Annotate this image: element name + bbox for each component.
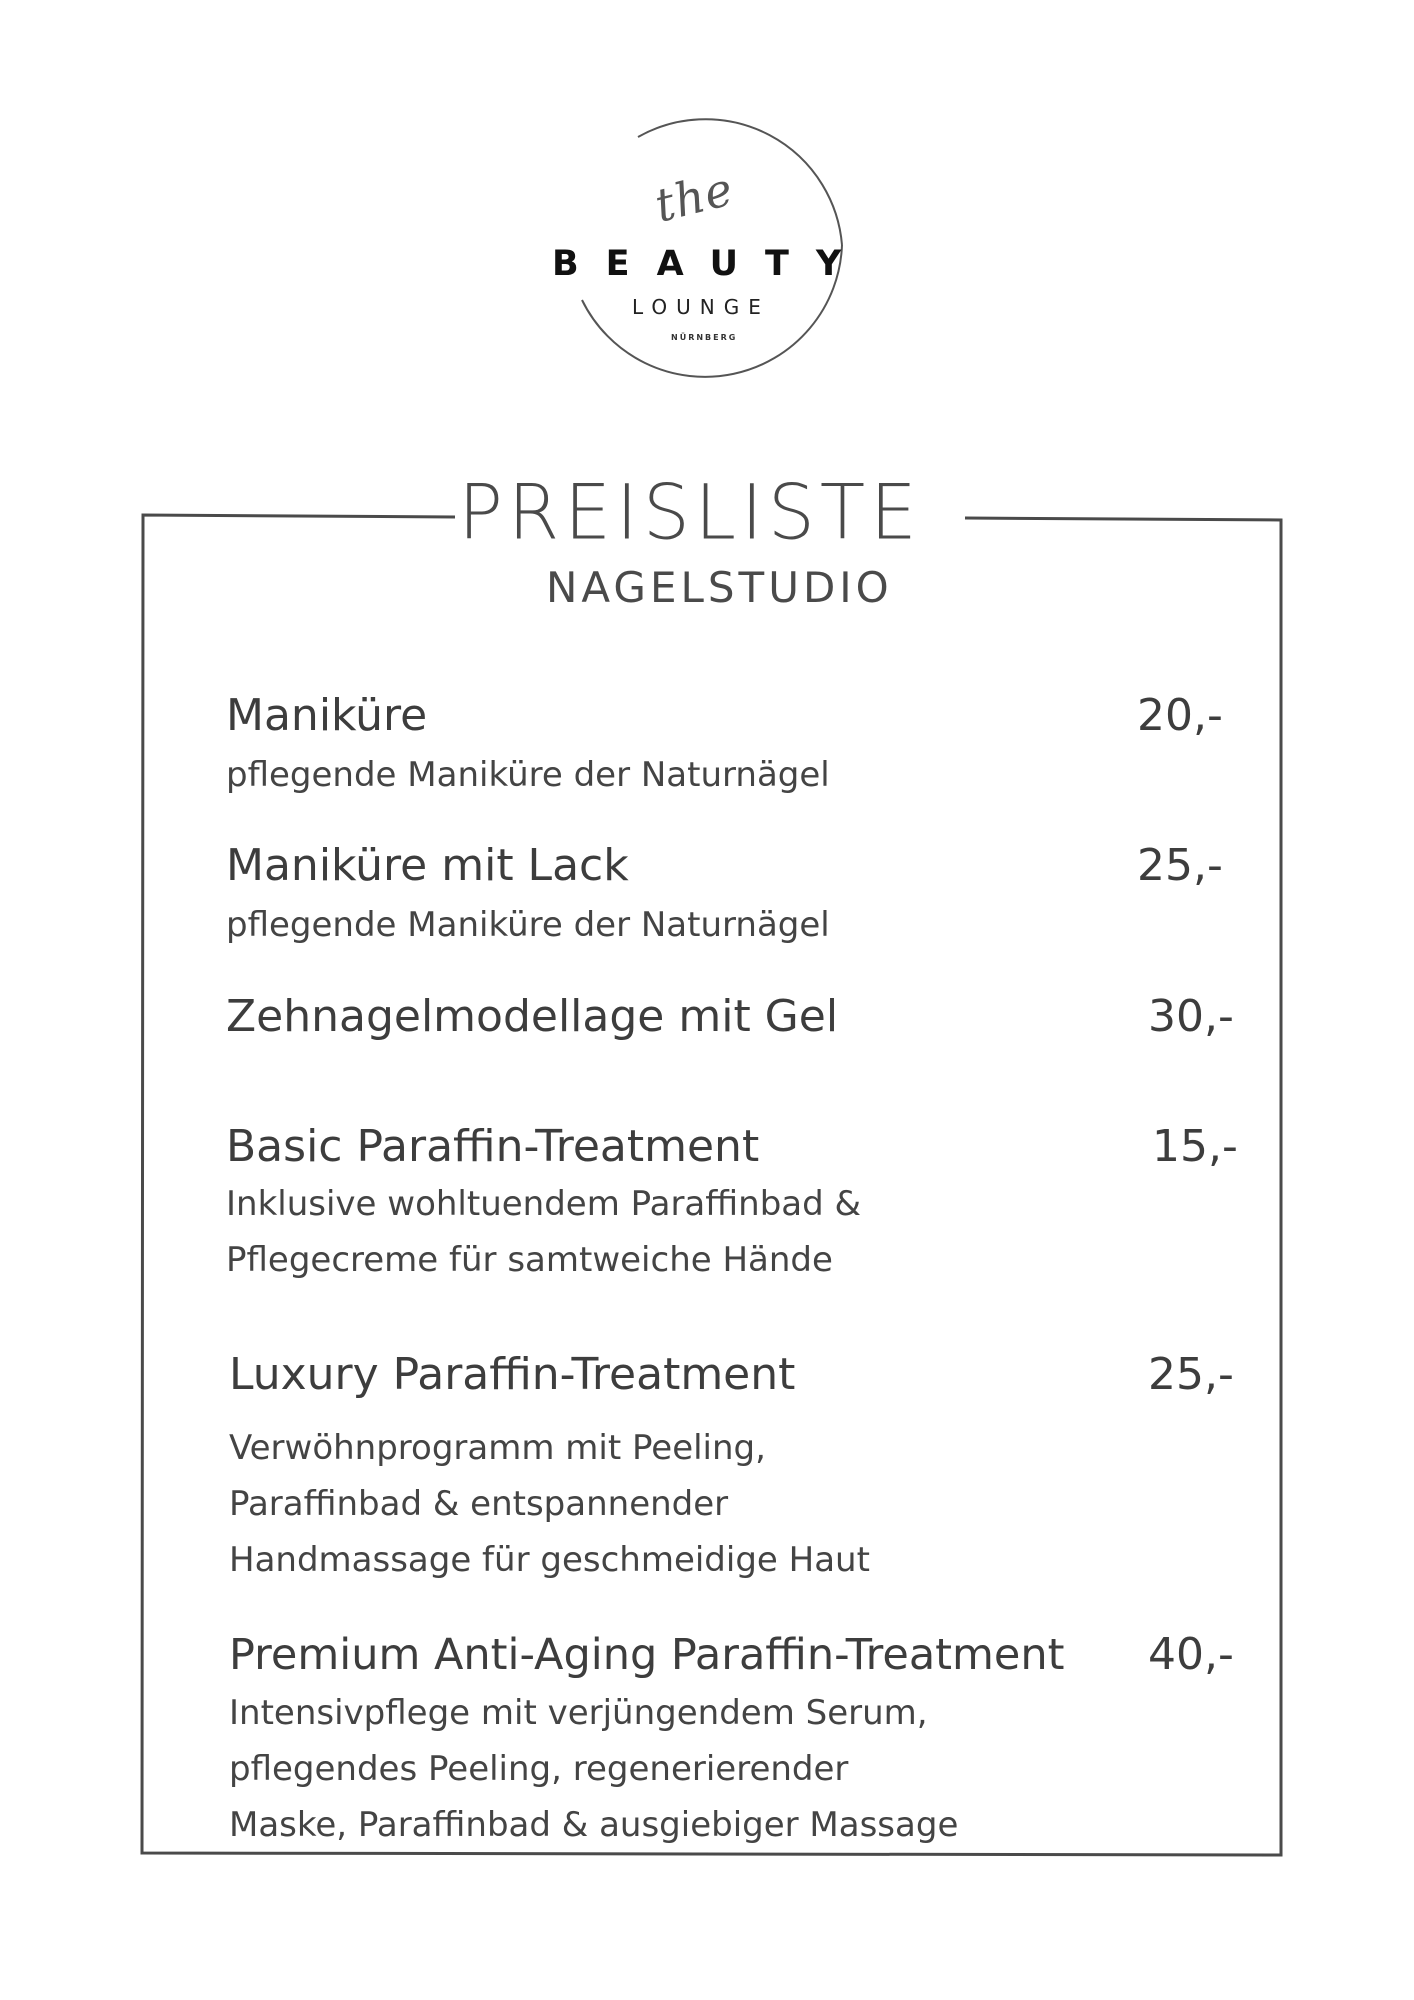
item-description-line: pflegendes Peeling, regenerierender bbox=[229, 1749, 849, 1789]
item-description-line: pflegende Maniküre der Naturnägel bbox=[226, 755, 830, 795]
item-description-line: Intensivpflege mit verjüngendem Serum, bbox=[229, 1693, 928, 1733]
item-description-line: Maske, Paraffinbad & ausgiebiger Massage bbox=[229, 1805, 959, 1845]
item-name: Luxury Paraffin-Treatment bbox=[229, 1349, 796, 1400]
item-name: Maniküre bbox=[226, 690, 428, 741]
logo-city: NÜRNBERG bbox=[671, 333, 738, 342]
item-name: Basic Paraffin-Treatment bbox=[226, 1121, 760, 1172]
item-name: Premium Anti-Aging Paraffin-Treatment bbox=[229, 1630, 1065, 1680]
item-price: 40,- bbox=[1148, 1629, 1234, 1680]
item-description-line: Paraffinbad & entspannender bbox=[229, 1484, 729, 1524]
item-name: Zehnagelmodellage mit Gel bbox=[226, 991, 839, 1042]
item-price: 15,- bbox=[1152, 1121, 1238, 1172]
item-price: 25,- bbox=[1137, 840, 1223, 891]
item-name: Maniküre mit Lack bbox=[226, 840, 629, 891]
page-subtitle: NAGELSTUDIO bbox=[546, 563, 893, 612]
item-price: 20,- bbox=[1137, 690, 1223, 741]
item-description-line: pflegende Maniküre der Naturnägel bbox=[226, 905, 830, 945]
logo-lounge: LOUNGE bbox=[632, 295, 770, 319]
item-price: 30,- bbox=[1148, 991, 1234, 1042]
item-description bbox=[226, 747, 830, 803]
item-description bbox=[226, 897, 830, 953]
item-description bbox=[229, 1685, 958, 1853]
item-description-line: Inklusive wohltuendem Paraffinbad & bbox=[226, 1184, 862, 1224]
item-description-line: Pflegecreme für samtweiche Hände bbox=[226, 1240, 833, 1280]
item-description-line: Handmassage für geschmeidige Haut bbox=[229, 1540, 870, 1580]
item-description-line: Verwöhnprogramm mit Peeling, bbox=[229, 1428, 766, 1468]
logo-beauty: BEAUTY bbox=[552, 244, 869, 284]
page-title: PREISLISTE bbox=[458, 469, 922, 557]
item-description bbox=[229, 1420, 870, 1588]
logo-the: the bbox=[649, 161, 739, 233]
item-description bbox=[226, 1176, 861, 1288]
item-price: 25,- bbox=[1148, 1349, 1234, 1400]
